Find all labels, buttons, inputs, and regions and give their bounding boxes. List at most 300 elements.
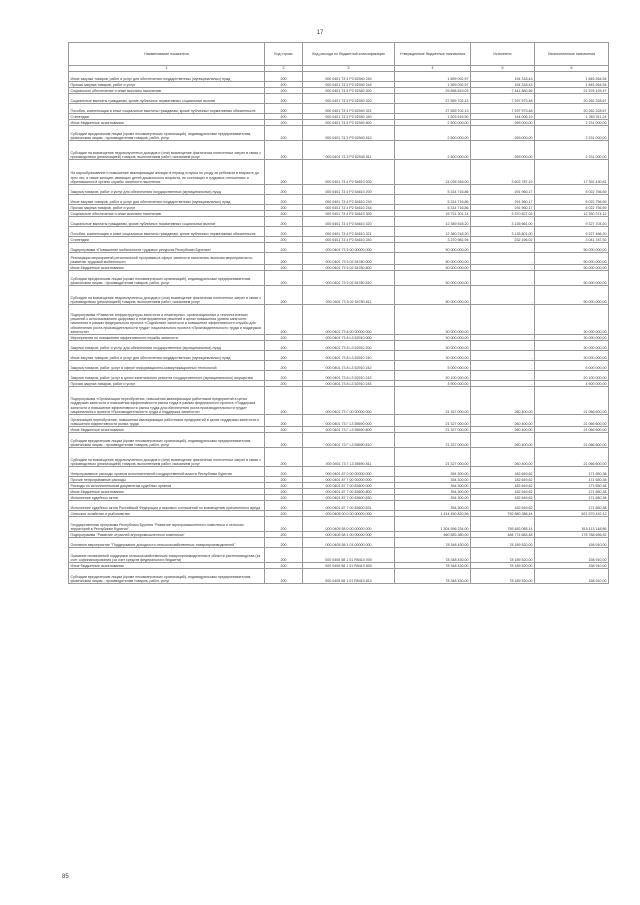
page-number: 17 xyxy=(316,30,324,36)
row-line-code: 200 xyxy=(265,548,303,563)
row-executed: 78 189 520,00 xyxy=(471,538,535,548)
row-executed: 182 649,62 xyxy=(471,501,535,511)
row-budget-code: 000 0405 58 0 00 00000 000 xyxy=(303,517,395,532)
row-approved: 3 270 982,94 xyxy=(395,237,471,243)
row-budget-code: 000 0401 87 0 00 00000 000 xyxy=(303,467,395,477)
table-row xyxy=(69,341,609,351)
row-remaining: 21 576 125,47 xyxy=(535,88,609,94)
row-remaining: 20 100 000,00 xyxy=(535,371,609,381)
table-header-row xyxy=(69,43,609,66)
row-budget-code: 000 0401 73 3 P3 52940 800 xyxy=(303,120,395,126)
row-approved: 1 899 092,97 xyxy=(395,72,471,82)
row-approved: 5 314 716,86 xyxy=(395,205,471,211)
row-budget-code: 000 0401 73 5 00 00000 000 xyxy=(303,243,395,253)
row-name: На парообразование и повышение квалификации женщин в период отпуска по уходу за ребенком в возрасте до трех лет, а также женщин, имеющих детей дошкольного возраста, не состоящих в трудовых отношениях и обратившихся в органы службы занятости населения xyxy=(69,160,265,185)
row-name: Субсидии на возмещение недополученных доходов и (или) возмещение фактически понесенных затрат в связи с производством (реализацией) товаров, выполнением работ, оказанием услуг xyxy=(69,448,265,467)
row-name: Субсидии на возмещение недополученных доходов и (или) возмещение фактически понесенных затрат в связи с производством (реализацией) товаров, выполнением работ, оказанием услуг xyxy=(69,141,265,160)
row-approved: 15 721 201,14 xyxy=(395,211,471,217)
row-line-code: 200 xyxy=(265,532,303,538)
row-line-code: 200 xyxy=(265,351,303,361)
row-approved: 2 500 000,00 xyxy=(395,141,471,160)
row-executed: 232 196,02 xyxy=(471,237,535,243)
row-name: Стипендии xyxy=(69,114,265,120)
row-name: Иные бюджетные ассигнования xyxy=(69,563,265,569)
row-budget-code: 000 0401 73 4 P2 54610 320 xyxy=(303,217,395,227)
row-name: Прочая закупка товаров, работ и услуг xyxy=(69,381,265,387)
row-approved: 354 300,00 xyxy=(395,467,471,477)
row-remaining: 30 000 000,00 xyxy=(535,341,609,351)
row-name: Субсидии на возмещение недополученных доходов и (или) возмещение фактически понесенных затрат в связи с производством (реализацией) товаров, выполнением работ, оказанием услуг xyxy=(69,286,265,305)
table-row xyxy=(69,448,609,467)
row-line-code: 200 xyxy=(265,569,303,584)
table-row xyxy=(69,227,609,237)
row-line-code: 200 xyxy=(265,381,303,387)
table-row xyxy=(69,387,609,415)
row-executed: - xyxy=(471,341,535,351)
row-name: Непрограммные расходы органов исполнительной государственной власти Республики Бурятия xyxy=(69,467,265,477)
row-name: Субсидии юридическим лицам (кроме некоммерческих организаций), индивидуальным предпринимателям, физическим лицам - производителям товаров, работ, услуг xyxy=(69,569,265,584)
table-row xyxy=(69,185,609,195)
column-number: 1 xyxy=(69,66,265,72)
row-approved: 30 000 000,00 xyxy=(395,341,471,351)
row-remaining: 2 231 000,00 xyxy=(535,126,609,141)
row-approved: 5 314 716,86 xyxy=(395,195,471,205)
table-row xyxy=(69,243,609,253)
row-executed: 269 000,00 xyxy=(471,120,535,126)
row-line-code: 200 xyxy=(265,211,303,217)
row-remaining: 21 066 600,00 xyxy=(535,448,609,467)
row-name: Расходы по исполнительным документам судебных органов xyxy=(69,483,265,489)
row-remaining: 158 910,00 xyxy=(535,569,609,584)
row-line-code: 200 xyxy=(265,415,303,427)
row-budget-code: 000 0401 87 7 00 83600 831 xyxy=(303,501,395,511)
row-budget-code: 000 0401 73 8 L3 52910 244 xyxy=(303,381,395,387)
row-line-code: 200 xyxy=(265,427,303,433)
row-remaining: 175 788 696,52 xyxy=(535,532,609,538)
row-name: Социальные выплаты гражданам, кроме публичных нормативных социальных выплат xyxy=(69,217,265,227)
row-budget-code: 000 0401 73 3 P3 52940 244 xyxy=(303,82,395,88)
column-number: 5 xyxy=(471,66,535,72)
row-remaining: 21 066 600,00 xyxy=(535,427,609,433)
row-approved: 30 000 000,00 xyxy=(395,335,471,341)
row-remaining: 5 022 756,69 xyxy=(535,195,609,205)
row-name: Подпрограмма «Повышение мобильности трудовых ресурсов Республики Бурятия» xyxy=(69,243,265,253)
row-remaining: 621 570 432,12 xyxy=(535,511,609,517)
row-line-code: 200 xyxy=(265,126,303,141)
row-approved: 354 300,00 xyxy=(395,483,471,489)
row-executed: 3 602 787,19 xyxy=(471,160,535,185)
row-budget-code: 000 0401 73 3 P3 52940 240 xyxy=(303,72,395,82)
row-executed: - xyxy=(471,335,535,341)
table-row xyxy=(69,94,609,104)
row-executed: 154 318,43 xyxy=(471,72,535,82)
table-row xyxy=(69,433,609,448)
row-line-code: 200 xyxy=(265,483,303,489)
row-line-code: 200 xyxy=(265,501,303,511)
row-executed: - xyxy=(471,381,535,387)
row-executed: 291 960,17 xyxy=(471,205,535,211)
table-row xyxy=(69,305,609,335)
row-line-code: 200 xyxy=(265,141,303,160)
row-executed: - xyxy=(471,265,535,271)
row-budget-code: 000 0401 73 3 P3 52940 320 xyxy=(303,94,395,104)
row-approved: 21 327 000,00 xyxy=(395,415,471,427)
row-executed: - xyxy=(471,361,535,371)
row-budget-code: 000 0401 73 3 P3 52940 811 xyxy=(303,141,395,160)
row-line-code: 200 xyxy=(265,489,303,495)
column-number: 6 xyxy=(535,66,609,72)
row-approved: 4 900 000,00 xyxy=(395,381,471,387)
footer-page-number: 85 xyxy=(62,874,69,880)
row-name: Реализация мероприятий региональной программы в сфере занятости населения, включая мероприятия по развитию трудовой мобильности xyxy=(69,253,265,265)
row-approved: 5 314 716,86 xyxy=(395,185,471,195)
row-remaining: 171 650,38 xyxy=(535,489,609,495)
table-row xyxy=(69,361,609,371)
row-line-code: 200 xyxy=(265,286,303,305)
row-line-code: 200 xyxy=(265,82,303,88)
row-budget-code: 000 0401 73 3 P3 52940 340 xyxy=(303,114,395,120)
row-remaining: 50 000 000,00 xyxy=(535,253,609,265)
row-line-code: 200 xyxy=(265,227,303,237)
row-remaining: 4 900 000,00 xyxy=(535,381,609,387)
row-approved: 50 000 000,00 xyxy=(395,253,471,265)
table-row xyxy=(69,253,609,265)
row-budget-code: 000 0401 73 4 P2 54610 200 xyxy=(303,185,395,195)
row-budget-code: 000 0401 73 8 00 00000 000 xyxy=(303,305,395,335)
row-name: Оказание несвязанной поддержки сельскохозяйственным товаропроизводителям в области растениеводства (за счет софинансирования (за счет средств федерального бюджета) xyxy=(69,548,265,563)
row-budget-code: 000 0405 00 0 00 00000 000 xyxy=(303,511,395,517)
row-line-code: 200 xyxy=(265,467,303,477)
row-remaining: 20 262 228,67 xyxy=(535,104,609,114)
row-line-code: 200 xyxy=(265,217,303,227)
table-row xyxy=(69,483,609,489)
row-approved: 354 300,00 xyxy=(395,489,471,495)
table-row xyxy=(69,371,609,381)
table-row xyxy=(69,467,609,477)
row-name: Прочая закупка товаров, работ и услуг xyxy=(69,205,265,211)
table-row xyxy=(69,195,609,205)
row-approved: 50 000 000,00 xyxy=(395,286,471,305)
row-executed: - xyxy=(471,243,535,253)
row-name: Подпрограмма «Организация переобучения, повышения квалификации работников предприятий в целях поддержки занятости и повышения эффективности рынка труда в рамках федерального проекта «Поддержка занятости и повышение эффективности рынка труда для обеспечения роста производительности труда» национального проекта «Производительность труда и поддержка занятости» xyxy=(69,387,265,415)
row-approved: 78 348 430,00 xyxy=(395,563,471,569)
table-row xyxy=(69,217,609,227)
row-budget-code: 000 0401 73 4 P2 54610 240 xyxy=(303,195,395,205)
row-budget-code: 000 0405 58 1 01 00000 000 xyxy=(303,538,395,548)
row-line-code: 200 xyxy=(265,253,303,265)
row-remaining: 171 650,38 xyxy=(535,495,609,501)
row-line-code: 200 xyxy=(265,341,303,351)
row-budget-code: 000 0401 87 7 00 00000 000 xyxy=(303,477,395,483)
row-approved: 78 348 430,00 xyxy=(395,569,471,584)
row-name: Социальные выплаты гражданам, кроме публичных нормативных социальных выплат xyxy=(69,94,265,104)
row-name: Иные бюджетные ассигнования xyxy=(69,265,265,271)
row-line-code: 200 xyxy=(265,563,303,569)
row-executed: 792 880 388,44 xyxy=(471,511,535,517)
row-executed: 182 649,62 xyxy=(471,495,535,501)
row-remaining: 21 066 600,00 xyxy=(535,433,609,448)
row-remaining: 9 227 466,20 xyxy=(535,227,609,237)
row-budget-code: 000 0401 73 Г L3 55690 000 xyxy=(303,415,395,427)
row-name: Иные бюджетные ассигнования xyxy=(69,427,265,433)
row-executed: 484 774 683,48 xyxy=(471,532,535,538)
table-row xyxy=(69,72,609,82)
row-remaining: 158 910,00 xyxy=(535,548,609,563)
row-executed: 7 297 973,48 xyxy=(471,94,535,104)
row-executed: 144 006,19 xyxy=(471,114,535,120)
table-row xyxy=(69,501,609,511)
header-line-code: Код строки xyxy=(265,43,303,66)
row-executed: - xyxy=(471,271,535,286)
row-approved: 50 000 000,00 xyxy=(395,271,471,286)
row-executed: - xyxy=(471,253,535,265)
row-line-code: 200 xyxy=(265,160,303,185)
row-budget-code: 000 0405 58 1 01 R5410 810 xyxy=(303,569,395,584)
row-name: Государственная программа Республики Бурятия "Развитие агропромышленного комплекса и сельских территорий в Республике Бурятия" xyxy=(69,517,265,532)
column-number: 4 xyxy=(395,66,471,72)
row-line-code: 200 xyxy=(265,104,303,114)
row-budget-code: 000 0401 73 5 02 54780 811 xyxy=(303,286,395,305)
column-number: 3 xyxy=(303,66,395,72)
row-approved: 30 000 000,00 xyxy=(395,305,471,335)
row-approved: 1 414 450 820,56 xyxy=(395,511,471,517)
row-line-code: 200 xyxy=(265,243,303,253)
row-budget-code: 000 0401 73 8 L3 52910 000 xyxy=(303,335,395,341)
header-executed: Исполнено xyxy=(471,43,535,66)
row-executed: 291 960,17 xyxy=(471,185,535,195)
row-name: Исполнение судебных актов Российской Федерации и мировых соглашений по возмещению причиненного вреда xyxy=(69,501,265,511)
row-remaining: 30 000 000,00 xyxy=(535,351,609,361)
row-executed: 7 441 880,56 xyxy=(471,88,535,94)
row-name: Исполнение судебных актов xyxy=(69,495,265,501)
header-indicator-name: Наименование показателя xyxy=(69,43,265,66)
row-remaining: 5 000 000,00 xyxy=(535,361,609,371)
row-executed: 260 400,00 xyxy=(471,387,535,415)
row-line-code: 200 xyxy=(265,335,303,341)
row-name: Социальное обеспечение и иные выплаты населению xyxy=(69,88,265,94)
table-row xyxy=(69,104,609,114)
row-name: Подпрограмма "Развитие отраслей агропромышленного комплекса" xyxy=(69,532,265,538)
table-row xyxy=(69,211,609,217)
row-remaining: 12 350 374,12 xyxy=(535,211,609,217)
row-approved: 5 000 000,00 xyxy=(395,361,471,371)
row-remaining: 50 000 000,00 xyxy=(535,243,609,253)
row-executed: - xyxy=(471,286,535,305)
row-remaining: 1 363 011,24 xyxy=(535,114,609,120)
row-remaining: 2 231 000,00 xyxy=(535,120,609,126)
row-line-code: 200 xyxy=(265,387,303,415)
table-row xyxy=(69,351,609,361)
row-executed: 154 318,43 xyxy=(471,82,535,88)
row-name: Закупка товаров, работ, услуг в целях капитального ремонта государственного (муниципального) имущества xyxy=(69,371,265,381)
row-remaining: 30 000 000,00 xyxy=(535,335,609,341)
row-name: Иные закупки товаров, работ и услуг для обеспечения государственных (муниципальных) нужд xyxy=(69,72,265,82)
row-approved: 2 500 000,00 xyxy=(395,126,471,141)
row-remaining: 5 022 756,69 xyxy=(535,185,609,195)
row-budget-code: 000 0401 87 7 00 83600 000 xyxy=(303,483,395,489)
row-name: Иные закупки товаров, работ и услуг для обеспечения государственных (муниципальных) нужд xyxy=(69,351,265,361)
row-approved: 21 035 918,00 xyxy=(395,160,471,185)
row-line-code: 200 xyxy=(265,305,303,335)
row-line-code: 200 xyxy=(265,205,303,211)
row-name: Мероприятия по повышению эффективности службы занятости xyxy=(69,335,265,341)
row-approved: 78 348 430,00 xyxy=(395,538,471,548)
row-name: Сельское хозяйство и рыболовство xyxy=(69,511,265,517)
row-budget-code: 000 0401 73 5 02 54780 800 xyxy=(303,265,395,271)
row-budget-code: 000 0401 73 8 L3 52910 240 xyxy=(303,351,395,361)
row-executed: 260 400,00 xyxy=(471,433,535,448)
row-budget-code: 000 0401 73 4 P2 54610 340 xyxy=(303,237,395,243)
row-approved: 21 327 000,00 xyxy=(395,433,471,448)
row-executed: 3 135 801,00 xyxy=(471,227,535,237)
row-budget-code: 000 0401 73 8 L3 52910 243 xyxy=(303,371,395,381)
row-budget-code: 000 0401 73 Г L3 55690 810 xyxy=(303,433,395,448)
row-budget-code: 000 0401 87 7 00 83600 800 xyxy=(303,489,395,495)
row-executed: 182 649,62 xyxy=(471,489,535,495)
row-remaining: 9 327 704,20 xyxy=(535,217,609,227)
row-approved: 354 300,00 xyxy=(395,477,471,483)
row-executed: - xyxy=(471,371,535,381)
row-executed: 182 649,62 xyxy=(471,483,535,489)
row-approved: 78 348 430,00 xyxy=(395,548,471,563)
row-name: Субсидии юридическим лицам (кроме некоммерческих организаций), индивидуальным предпринимателям, физическим лицам - производителям товаров, работ, услуг xyxy=(69,271,265,286)
row-line-code: 200 xyxy=(265,477,303,483)
row-remaining: 50 000 000,00 xyxy=(535,265,609,271)
row-line-code: 200 xyxy=(265,195,303,205)
row-name: Стипендии xyxy=(69,237,265,243)
row-approved: 27 559 702,13 xyxy=(395,94,471,104)
row-approved: 21 327 000,00 xyxy=(395,448,471,467)
row-remaining: 20 262 228,67 xyxy=(535,94,609,104)
row-remaining: 158 910,00 xyxy=(535,538,609,548)
row-executed: 260 400,00 xyxy=(471,427,535,433)
row-line-code: 200 xyxy=(265,495,303,501)
row-approved: 50 000 000,00 xyxy=(395,265,471,271)
row-name: Основное мероприятие "Поддержание доходности сельскохозяйственных товаропроизводителей" xyxy=(69,538,265,548)
row-executed: 78 189 520,00 xyxy=(471,569,535,584)
row-line-code: 200 xyxy=(265,114,303,120)
row-budget-code: 000 0401 73 4 P2 54610 321 xyxy=(303,227,395,237)
row-name: Подпрограмма «Развитие инфраструктуры занятости и инженерных, организационных и технологических решений с использованием цифровых и платформенных решений в целях повышения уровня занятости населения в рамках федерального проекта «Содействие занятости и повышение эффективности службы для обеспечения роста производительности труда» национального проекта «Производительность труда и поддержка занятости» xyxy=(69,305,265,335)
row-executed: - xyxy=(471,305,535,335)
row-approved: 21 327 000,00 xyxy=(395,427,471,433)
row-name: Закупка товаров, работ, услуг в сфере информационно-коммуникационных технологий xyxy=(69,361,265,371)
row-approved: 27 559 702,13 xyxy=(395,104,471,114)
table-row xyxy=(69,160,609,185)
row-executed: 291 960,17 xyxy=(471,195,535,205)
row-executed: 78 189 520,00 xyxy=(471,563,535,569)
row-line-code: 200 xyxy=(265,94,303,104)
row-name: Иные закупки товаров, работ и услуг для обеспечения государственных (муниципальных) нужд xyxy=(69,195,265,205)
row-executed: 182 649,62 xyxy=(471,477,535,483)
row-line-code: 200 xyxy=(265,185,303,195)
row-approved: 354 300,00 xyxy=(395,495,471,501)
row-approved: 30 000 000,00 xyxy=(395,351,471,361)
column-number: 2 xyxy=(265,66,303,72)
table-row xyxy=(69,548,609,563)
row-name: Закупка товаров, работ и услуг для обеспечения государственных (муниципальных) нужд xyxy=(69,185,265,195)
row-budget-code: 000 0401 73 4 P2 54610 244 xyxy=(303,205,395,211)
row-name: Организация переобучения, повышения квалификации работников предприятий в целях поддержки занятости и повышения эффективности рынка труда xyxy=(69,415,265,427)
row-line-code: 200 xyxy=(265,237,303,243)
table-row xyxy=(69,286,609,305)
row-remaining: 171 650,38 xyxy=(535,477,609,483)
table-row xyxy=(69,271,609,286)
row-remaining: 2 231 000,00 xyxy=(535,141,609,160)
row-line-code: 200 xyxy=(265,265,303,271)
row-budget-code: 000 0401 73 Г 00 00000 000 xyxy=(303,387,395,415)
table-body xyxy=(69,72,609,584)
budget-execution-table xyxy=(68,42,609,584)
row-budget-code: 000 0405 58 1 01 R5410 000 xyxy=(303,548,395,563)
row-approved: 29 658 819,03 xyxy=(395,88,471,94)
row-remaining: 1 845 264,54 xyxy=(535,72,609,82)
row-remaining: 158 910,00 xyxy=(535,563,609,569)
table-row xyxy=(69,517,609,532)
table-row xyxy=(69,569,609,584)
row-executed: 182 649,62 xyxy=(471,467,535,477)
row-budget-code: 000 0401 73 Г L3 55690 800 xyxy=(303,427,395,433)
row-name: Пособия, компенсации и иные социальные выплаты гражданам, кроме публичных нормативных обязательств xyxy=(69,104,265,114)
row-name: Субсидии юридическим лицам (кроме некоммерческих организаций), индивидуальным предпринимателям, физическим лицам - производителям товаров, работ, услуг xyxy=(69,433,265,448)
row-approved: 354 300,00 xyxy=(395,501,471,511)
row-approved: 20 100 000,00 xyxy=(395,371,471,381)
row-remaining: 17 392 430,81 xyxy=(535,160,609,185)
row-line-code: 200 xyxy=(265,88,303,94)
row-approved: 12 389 518,20 xyxy=(395,217,471,227)
row-budget-code: 000 0401 73 8 L3 52910 242 xyxy=(303,361,395,371)
row-executed: 260 400,00 xyxy=(471,448,535,467)
header-approved-allocations: Утвержденные бюджетные назначения xyxy=(395,43,471,66)
row-remaining: 515 113 148,86 xyxy=(535,517,609,532)
row-budget-code: 000 0401 87 7 00 83600 830 xyxy=(303,495,395,501)
row-line-code: 200 xyxy=(265,511,303,517)
row-approved: 50 000 000,00 xyxy=(395,243,471,253)
row-remaining: 21 066 600,00 xyxy=(535,387,609,415)
row-line-code: 200 xyxy=(265,448,303,467)
table-row xyxy=(69,532,609,538)
row-executed: 269 000,00 xyxy=(471,126,535,141)
row-approved: 2 500 000,00 xyxy=(395,120,471,126)
row-executed: 7 297 973,48 xyxy=(471,104,535,114)
row-executed: 260 400,00 xyxy=(471,415,535,427)
row-approved: 12 360 218,20 xyxy=(395,227,471,237)
header-unexecuted-allocations: Неисполненные назначения xyxy=(535,43,609,66)
row-line-code: 200 xyxy=(265,120,303,126)
table-row xyxy=(69,415,609,427)
row-remaining: 171 650,38 xyxy=(535,501,609,511)
row-approved: 660 583 380,00 xyxy=(395,532,471,538)
table-row xyxy=(69,88,609,94)
row-line-code: 200 xyxy=(265,271,303,286)
row-approved: 21 327 000,00 xyxy=(395,387,471,415)
row-approved: 1 503 516,90 xyxy=(395,114,471,120)
row-line-code: 200 xyxy=(265,433,303,448)
row-budget-code: 000 0405 58 1 01 R5410 800 xyxy=(303,563,395,569)
row-line-code: 200 xyxy=(265,72,303,82)
row-remaining: 171 650,38 xyxy=(535,483,609,489)
table-row xyxy=(69,126,609,141)
row-name: Прочие непрограммные расходы xyxy=(69,477,265,483)
row-line-code: 200 xyxy=(265,361,303,371)
row-name: Закупка товаров, работ и услуг для обеспечения государственных (муниципальных) нужд xyxy=(69,341,265,351)
table-row xyxy=(69,141,609,160)
row-remaining: 21 066 600,00 xyxy=(535,415,609,427)
table-row xyxy=(69,538,609,548)
row-executed: 269 000,00 xyxy=(471,141,535,160)
row-executed: 3 135 661,00 xyxy=(471,217,535,227)
row-budget-code: 000 0401 73 3 P3 52940 810 xyxy=(303,126,395,141)
